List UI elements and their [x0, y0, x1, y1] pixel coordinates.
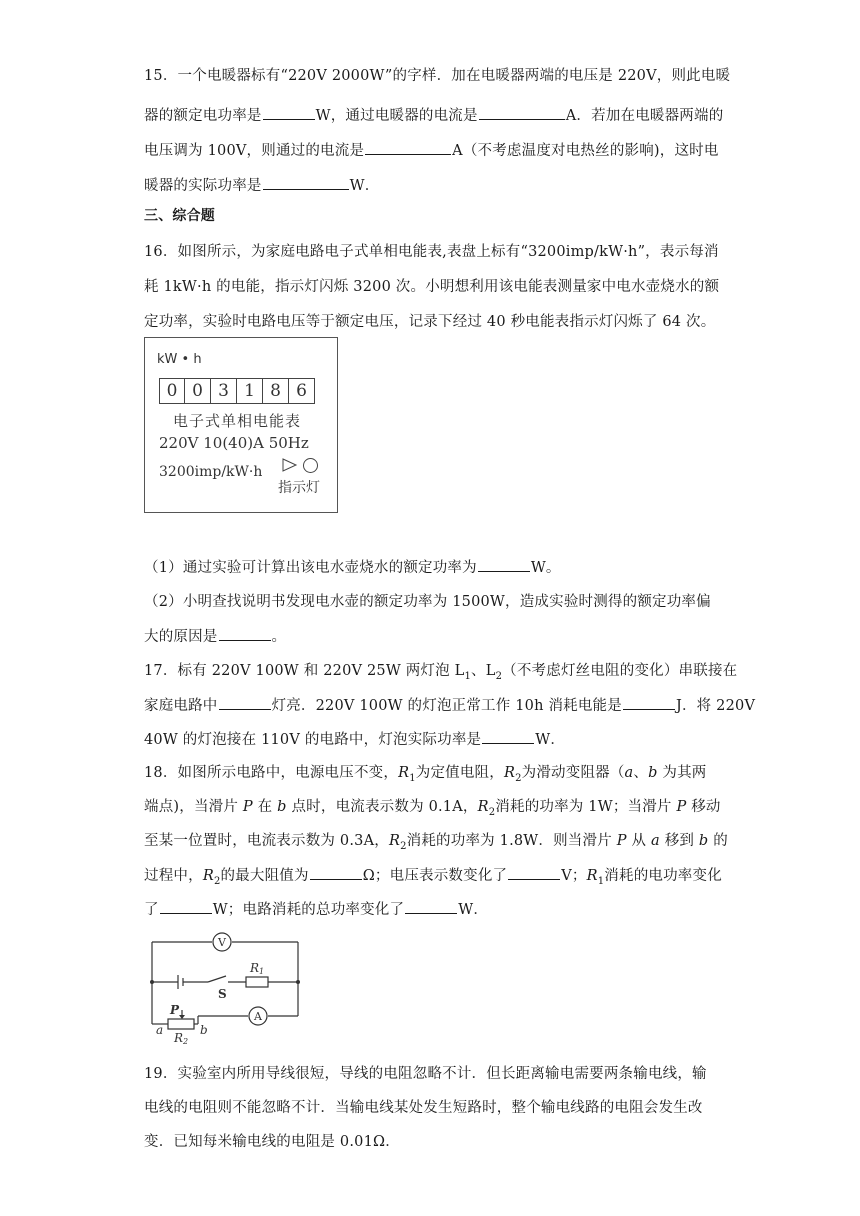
- answer-blank[interactable]: [160, 899, 212, 914]
- q18-line-4: 过程中，$R_2$的最大阻值为 Ω；电压表示数变化了 V；$R_1$消耗的电功率变化: [144, 865, 722, 886]
- meter-rate: 3200imp/kW·h: [159, 464, 263, 480]
- energy-meter-figure: [144, 337, 338, 513]
- junction-dot: [150, 980, 154, 984]
- q15-line-2: 器的额定电功率是 W，通过电暖器的电流是 A．若加在电暖器两端的: [144, 105, 723, 126]
- meter-digit: 1: [237, 378, 263, 404]
- q16-line-3: 定功率，实验时电路电压等于额定电压，记录下经过 40 秒电能表指示灯闪烁了 64 次。: [144, 314, 716, 330]
- b-label: b: [200, 1023, 208, 1037]
- p-label: P: [170, 1003, 180, 1017]
- q16-line-2: 耗 1kW·h 的电能，指示灯闪烁 3200 次。小明想利用该电能表测量家中电水壶烧水的额: [144, 279, 720, 295]
- q19-line-2: 电线的电阻则不能忽略不计．当输电线某处发生短路时，整个输电线路的电阻会发生改: [144, 1100, 703, 1116]
- answer-blank[interactable]: [623, 695, 675, 710]
- q16-sub-1: （1）通过实验可计算出该电水壶烧水的额定功率为 W。: [144, 557, 561, 578]
- q15-line-1: 15．一个电暖器标有“220V 2000W”的字样．加在电暖器两端的电压是 220V，则此电暖: [144, 68, 731, 84]
- q18-line-2: 端点)，当滑片 P 在 b 点时，电流表示数为 0.1A，$R_2$消耗的功率为 1W；当滑片 P 移动: [144, 799, 721, 818]
- meter-digit: 8: [263, 378, 289, 404]
- answer-blank[interactable]: [365, 140, 451, 155]
- meter-digits: [159, 378, 315, 404]
- circuit-diagram: [146, 930, 306, 1048]
- q16-sub-2-line-1: （2）小明查找说明书发现电水壶的额定功率为 1500W，造成实验时测得的额定功率偏: [144, 594, 711, 610]
- section-heading: 三、综合题: [144, 208, 215, 224]
- ammeter-label: A: [254, 1010, 262, 1023]
- meter-digit: 3: [211, 378, 237, 404]
- q15-line-3: 电压调为 100V，则通过的电流是 A（不考虑温度对电热丝的影响)，这时电: [144, 140, 719, 161]
- answer-blank[interactable]: [219, 626, 271, 641]
- meter-digit: 0: [185, 378, 211, 404]
- answer-blank[interactable]: [263, 105, 315, 120]
- meter-title: 电子式单相电能表: [173, 412, 302, 430]
- answer-blank[interactable]: [482, 729, 534, 744]
- q15-line-4: 暖器的实际功率是 W．: [144, 175, 379, 196]
- q19-line-3: 变．已知每米输电线的电阻是 0.01Ω．: [144, 1134, 400, 1150]
- a-label: a: [156, 1023, 164, 1037]
- meter-indicator-label: 指示灯: [278, 480, 320, 496]
- q17-line-1: 17．标有 220V 100W 和 220V 25W 两灯泡 $L_1$、$L_2$（不考虑灯丝电阻的变化）串联接在: [144, 663, 738, 682]
- answer-blank[interactable]: [508, 865, 560, 880]
- r1-label: R1: [250, 961, 265, 976]
- meter-digit: 6: [289, 378, 315, 404]
- answer-blank[interactable]: [310, 865, 362, 880]
- q16-sub-2-line-2: 大的原因是 。: [144, 626, 286, 647]
- meter-spec: 220V 10(40)A 50Hz: [159, 434, 309, 452]
- switch-label: S: [218, 987, 227, 1001]
- triangle-icon: [281, 457, 299, 473]
- answer-blank[interactable]: [479, 105, 565, 120]
- meter-digit: 0: [159, 378, 185, 404]
- answer-blank[interactable]: [405, 899, 457, 914]
- q16-line-1: 16．如图所示，为家庭电路电子式单相电能表,表盘上标有“3200imp/kW·h”，表示每消: [144, 244, 719, 260]
- q19-line-1: 19．实验室内所用导线很短，导线的电阻忽略不计．但长距离输电需要两条输电线，输: [144, 1066, 707, 1082]
- q18-line-3: 至某一位置时，电流表示数为 0.3A，$R_2$消耗的功率为 1.8W．则当滑片 P 从 a 移到 b 的: [144, 833, 728, 852]
- answer-blank[interactable]: [478, 557, 530, 572]
- answer-blank[interactable]: [219, 695, 271, 710]
- q18-line-5: 了 W；电路消耗的总功率变化了 W．: [144, 899, 488, 920]
- voltmeter-label: V: [218, 936, 226, 949]
- q17-line-2: 家庭电路中 灯亮．220V 100W 的灯泡正常工作 10h 消耗电能是 J．将 220V: [144, 695, 755, 716]
- meter-unit: kW • h: [157, 352, 202, 367]
- r2-label: R2: [174, 1031, 189, 1046]
- answer-blank[interactable]: [263, 175, 349, 190]
- indicator-light-icon: [303, 458, 318, 473]
- q17-line-3: 40W 的灯泡接在 110V 的电路中，灯泡实际功率是 W．: [144, 729, 565, 750]
- q18-line-1: 18．如图所示电路中，电源电压不变，$R_1$为定值电阻，$R_2$为滑动变阻器（a、b 为其两: [144, 765, 707, 784]
- junction-dot: [296, 980, 300, 984]
